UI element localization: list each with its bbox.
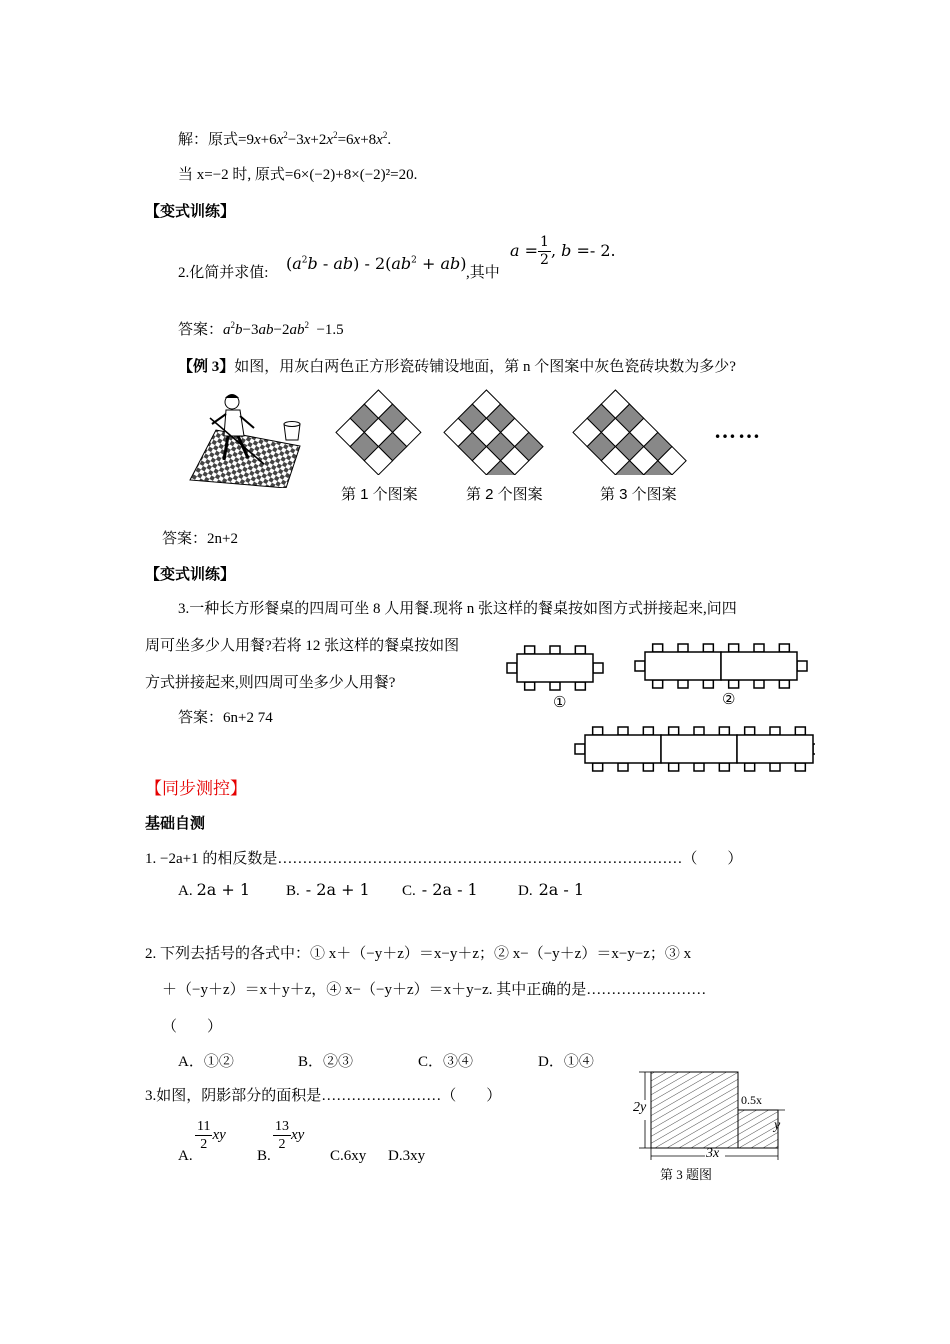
chair — [550, 646, 560, 654]
q3-answer: 答案：6n+2 74 — [178, 710, 273, 726]
chair — [593, 727, 603, 735]
chair — [678, 680, 688, 688]
chair — [729, 644, 739, 652]
tile-pattern-1 — [335, 389, 422, 475]
chair — [669, 727, 679, 735]
chair — [575, 646, 585, 654]
table — [517, 654, 593, 682]
fig-label-y: y — [774, 1118, 781, 1133]
table — [645, 652, 721, 680]
chair — [694, 763, 704, 771]
test-q3-option-a-frac: $\frac{11}{2}$ xy — [197, 1119, 226, 1152]
fig-caption: 第 3 题图 — [660, 1167, 713, 1182]
chair — [678, 644, 688, 652]
chair — [575, 744, 585, 754]
chair — [593, 763, 603, 771]
test-q3: 3.如图，阴影部分的面积是……………………（ ） — [145, 1088, 502, 1104]
chair — [643, 763, 653, 771]
chair — [669, 763, 679, 771]
chair — [754, 644, 764, 652]
chair — [703, 644, 713, 652]
section-title: 【同步测控】 — [145, 779, 247, 798]
test-q1-options: A. 2a + 1 — [178, 880, 251, 899]
test-q2-option-d: D．①④ — [538, 1054, 594, 1070]
fig-label-05x: 0.5x — [741, 1093, 762, 1107]
pattern-ellipsis: …… — [714, 418, 762, 443]
chair — [653, 680, 663, 688]
test-q1-option-d: D. 2a - 1 — [518, 880, 585, 899]
test-q2-line-2: ＋（−y＋z）＝x＋y＋z，④ x−（−y＋z）＝x＋y−z. 其中正确的是…………………… — [162, 982, 707, 998]
chair — [525, 682, 535, 690]
q2-values: a = $\frac{1}{2}$ , b =- 2. — [510, 234, 616, 268]
tile-pattern-2 — [443, 389, 544, 475]
fig-label-2y: 2y — [633, 1100, 647, 1115]
chair — [779, 644, 789, 652]
solution-line-2: 当 x=−2 时, 原式=6×(−2)+8×(−2)²=20. — [178, 167, 418, 183]
chair — [795, 727, 805, 735]
test-q1-option-c: C. - 2a - 1 — [402, 880, 478, 899]
chair — [745, 763, 755, 771]
test-q1-option-b: B. - 2a + 1 — [286, 880, 370, 899]
variant-training-heading-2: 【变式训练】 — [145, 567, 236, 583]
table-figure-label-1: ① — [553, 695, 567, 711]
pattern-3-label: 第 3 个图案 — [600, 486, 677, 503]
test-q2-option-b: B．②③ — [298, 1054, 354, 1070]
example-3: 【例 3】如图，用灰白两色正方形瓷砖铺设地面，第 n 个图案中灰色瓷砖块数为多少? — [178, 359, 736, 375]
chair — [719, 763, 729, 771]
test-q3-option-c: C.6xy — [330, 1148, 367, 1164]
chair — [795, 763, 805, 771]
chair — [703, 680, 713, 688]
table — [721, 652, 797, 680]
fig-label-3x: 3x — [706, 1146, 720, 1161]
chair — [754, 680, 764, 688]
test-q1: 1. −2a+1 的相反数是………………………………………………………………………（ ） — [145, 851, 743, 867]
test-q2-option-c: C．③④ — [418, 1054, 474, 1070]
test-q2-line-1: 2. 下列去括号的各式中：① x＋（−y＋z）＝x−y＋z；② x−（−y＋z）＝x−y−z；③ x — [145, 946, 692, 962]
q2-prompt: 2.化简并求值: — [178, 265, 269, 281]
solution-line-1: 解：原式$=9x+6x^2-3x+2x^2=6x+8x^2$. — [178, 130, 392, 148]
q2-where: ,其中 — [466, 265, 500, 281]
chair — [635, 661, 645, 671]
chair — [797, 661, 807, 671]
q3-line-1: 3.一种长方形餐桌的四周可坐 8 人用餐.现将 n 张这样的餐桌按如图方式拼接起来,问四 — [178, 601, 737, 617]
chair — [653, 644, 663, 652]
table-figure-label-2: ② — [722, 692, 736, 708]
test-q2-option-a: A．①② — [178, 1054, 234, 1070]
table — [585, 735, 661, 763]
q3-line-2: 周可坐多少人用餐?若将 12 张这样的餐桌按如图 — [145, 638, 460, 654]
chair — [575, 682, 585, 690]
q2-answer: 答案：$a^2b-3ab-2ab^2 -1.5$ — [178, 320, 344, 338]
chair — [593, 663, 603, 673]
test-q2-line-3: （ ） — [162, 1019, 223, 1035]
test-q3-option-b: B. — [257, 1148, 271, 1164]
test-q3-option-d: D.3xy — [388, 1148, 426, 1164]
chair — [770, 727, 780, 735]
q3-line-3: 方式拼接起来,则四周可坐多少人用餐? — [145, 675, 396, 691]
pattern-1-label: 第 1 个图案 — [341, 486, 418, 503]
tables-diagram — [505, 640, 815, 780]
table — [661, 735, 737, 763]
variant-training-heading-1: 【变式训练】 — [145, 204, 236, 220]
chair — [694, 727, 704, 735]
chair — [507, 663, 517, 673]
chair — [618, 727, 628, 735]
table — [737, 735, 813, 763]
chair — [719, 727, 729, 735]
chair — [770, 763, 780, 771]
tile-pattern-3 — [572, 389, 688, 475]
chair — [618, 763, 628, 771]
tiling-worker-illustration — [188, 388, 312, 488]
chair — [745, 727, 755, 735]
example-3-answer: 答案：2n+2 — [162, 531, 238, 547]
chair — [779, 680, 789, 688]
pattern-2-label: 第 2 个图案 — [466, 486, 543, 503]
chair — [729, 680, 739, 688]
test-q3-option-a: A. — [178, 1148, 193, 1164]
test-q3-option-b-frac: $\frac{13}{2}$ xy — [275, 1119, 305, 1152]
chair — [643, 727, 653, 735]
sub-title: 基础自测 — [145, 815, 206, 832]
q2-expression: $(a^2b - ab) - 2(ab^2 + ab)$ — [286, 254, 467, 273]
chair — [525, 646, 535, 654]
chair — [550, 682, 560, 690]
